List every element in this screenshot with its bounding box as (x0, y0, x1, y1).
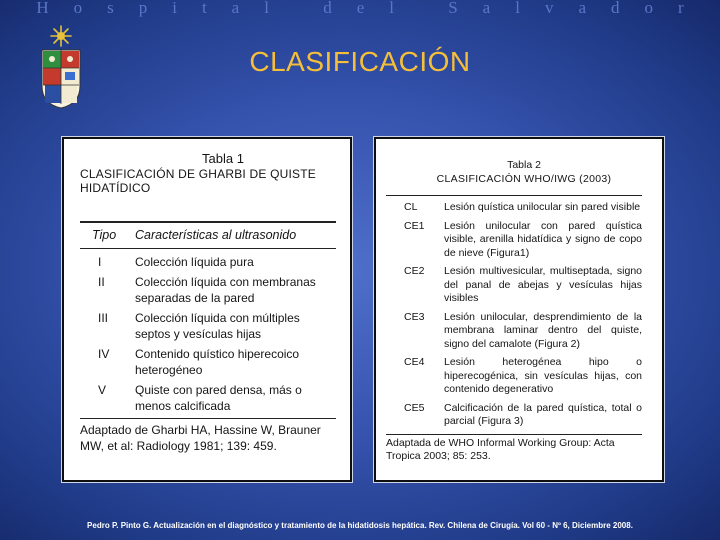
table2-code-cell: CE1 (404, 219, 425, 232)
table2-code-cell: CL (404, 201, 418, 213)
table1-desc-cell: Contenido quístico hiperecoico heterogéneo (135, 346, 300, 377)
table1-row (80, 254, 336, 271)
table2-desc-cell: Lesión heterogénea hipo o hiperecogénica, sin vesículas hijas, con contenido degenerativo (444, 356, 642, 395)
table2-code-cell: CE2 (404, 265, 425, 277)
table1-type-cell: II (98, 274, 105, 289)
table2-code-cell: CE4 (404, 356, 425, 368)
table1-type-cell: III (98, 310, 109, 325)
table1-row (80, 382, 336, 415)
hospital-name: Hospital del Salvador (36, 0, 709, 17)
table1-type-cell: V (98, 382, 107, 397)
table1-type-cell: IV (98, 346, 110, 361)
table2-desc-cell: Calcificación de la pared quística, total o parcial (Figura 3) (444, 401, 642, 427)
table2-panel (374, 137, 664, 482)
table2-row (386, 201, 642, 215)
table2-desc-cell: Lesión unilocular con pared quística visible, arenilla hidatídica y signo de copo de nieve (Figura1) (444, 219, 642, 259)
table1-col-desc: Características al ultrasonido (135, 227, 297, 242)
table2-row (386, 356, 642, 397)
table1-header-row (80, 223, 336, 246)
table1-desc-cell: Colección líquida con membranas separadas de la pared (135, 274, 316, 305)
table2-row (386, 220, 642, 261)
table1-row (80, 274, 336, 307)
table1-type-cell: I (98, 255, 102, 269)
slide-title: CLASIFICACIÓN (249, 46, 471, 77)
table2-number: Tabla 2 (507, 159, 541, 171)
table2-code-cell: CE5 (404, 401, 425, 414)
table1-panel (62, 137, 352, 482)
table1-source: Adaptado de Gharbi HA, Hassine W, Brauner MW, et al: Radiology 1981; 139: 459. (80, 422, 321, 453)
table2-row (386, 311, 642, 352)
table1-title: CLASIFICACIÓN DE GHARBI DE QUISTE HIDATÍDICO (80, 167, 316, 195)
footer-citation: Pedro P. Pinto G. Actualización en el diagnóstico y tratamiento de la hidatidosis hepática. Rev. Chilena de Cirugía. Vol 60 - Nº 6, Diciembre 2008. (87, 521, 633, 530)
table2-desc-cell: Lesión quística unilocular sin pared visible (444, 201, 641, 213)
table1-col-type: Tipo (92, 227, 117, 242)
table2-desc-cell: Lesión unilocular, desprendimiento de la membrana laminar dentro del quiste, signo del camalote (Figura 2) (444, 310, 642, 350)
table2-title: CLASIFICACIÓN WHO/IWG (2003) (436, 173, 612, 185)
table1-desc-cell: Colección líquida pura (135, 255, 254, 269)
table2-code-cell: CE3 (404, 310, 425, 323)
table2-row (386, 265, 642, 306)
table2-source: Adaptada de WHO Informal Working Group: Acta Tropica 2003; 85: 253. (386, 436, 615, 462)
table2-desc-cell: Lesión multivesicular, multiseptada, signo del panal de abejas y vesículas hijas visibles (444, 265, 642, 304)
table2-row (386, 402, 642, 429)
table1-row (80, 346, 336, 379)
table1-desc-cell: Quiste con pared densa, más o menos calcificada (135, 382, 302, 413)
table1-number: Tabla 1 (202, 151, 244, 166)
table1-desc-cell: Colección líquida con múltiples septos y vesículas hijas (135, 310, 300, 341)
table1-row (80, 310, 336, 343)
